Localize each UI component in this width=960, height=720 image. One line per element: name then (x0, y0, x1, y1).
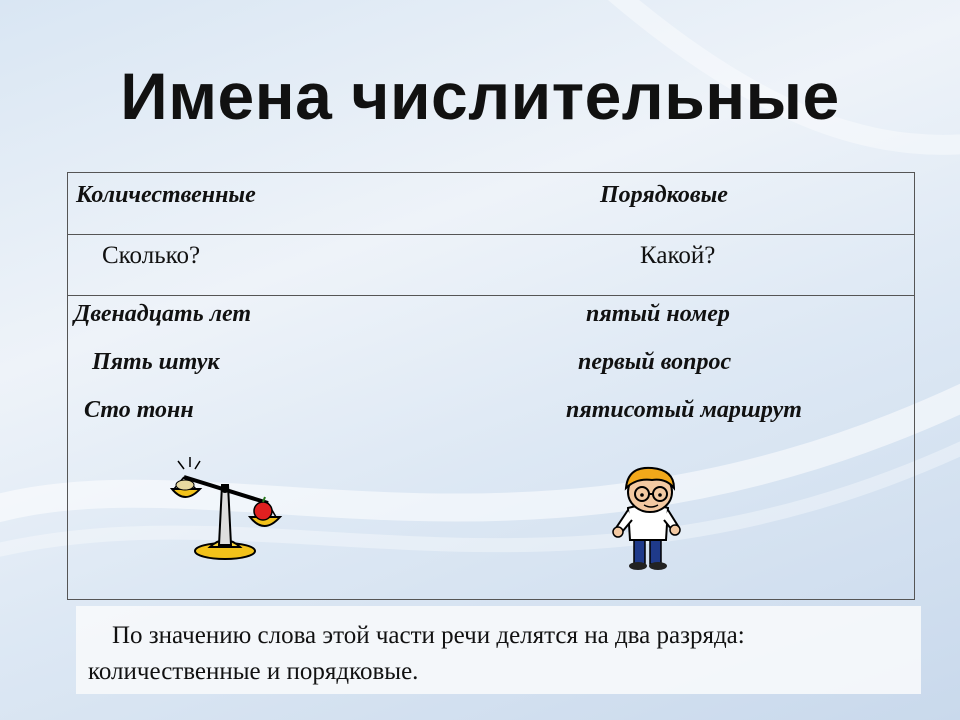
example-cardinal-1: Двенадцать лет (74, 301, 252, 327)
example-ordinal-2: первый вопрос (578, 349, 732, 375)
question-ordinal: Какой? (640, 242, 716, 269)
header-ordinal: Порядковые (600, 182, 728, 208)
example-cardinal-3: Сто тонн (84, 397, 194, 423)
scales-icon (170, 455, 285, 567)
header-cardinal: Количественные (76, 182, 256, 208)
example-cardinal-2: Пять штук (92, 349, 220, 375)
question-row (68, 234, 914, 296)
example-ordinal-3: пятисотый маршрут (566, 397, 802, 423)
header-row (68, 173, 914, 235)
note-text: По значению слова этой части речи делятся на два разряда: количественные и порядковые. (76, 606, 921, 694)
boy-with-glasses-icon (608, 462, 690, 574)
question-cardinal: Сколько? (102, 242, 201, 269)
page-title: Имена числительные (120, 59, 840, 133)
example-ordinal-1: пятый номер (586, 301, 730, 327)
